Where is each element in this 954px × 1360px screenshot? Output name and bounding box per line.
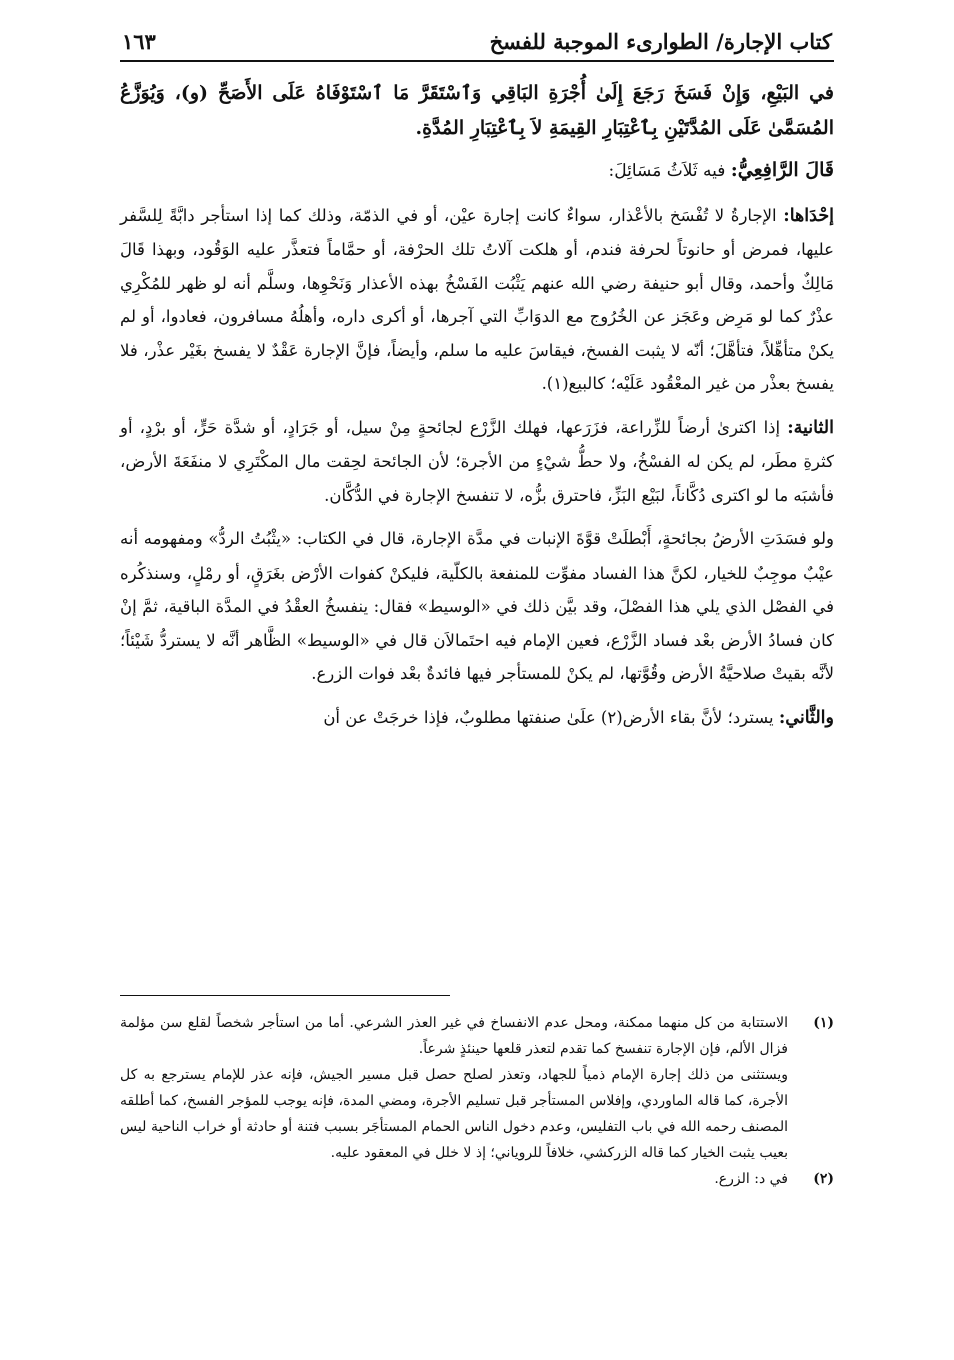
footnote-number: (٢) xyxy=(813,1171,834,1187)
footnotes xyxy=(120,1010,834,1192)
running-header xyxy=(120,28,834,62)
footnote-body xyxy=(120,1166,788,1192)
paragraph-second-issue xyxy=(120,411,834,513)
paragraph-text: إذا اكترىٰ أرضاً للزِّراعة، فزَرَعها، فهلك الزَّرْع لجائحةٍ مِنْ سيل، أو جَرَادٍ، أو شدَّة حَرٍّ، أو برْدٍ، أو كثرةِ مطَر، لم يكن له الفسْخُ، ولا حطُّ شيْءٍ من الأجرة؛ لأن الجائحة لحِقت مال المكْتَرِي لا منفَعَةَ الأرض، فأشبَه ما لو اكترى دُكَّاناً، لبَيْع البَزِّ، فاحترق بزُّه، لا تنفسخ الإجارة في الدُّكَّان. xyxy=(120,417,834,505)
page-number: ١٦٣ xyxy=(122,29,156,54)
footnote-paragraph: ويستثنى من ذلك إجارة الإمام ذمياً للجهاد، وتعذر لصلح حصل قبل مسير الجيش، فإنه عذر للإمام يسترجع به كل الأجرة، كما قاله الماوردي، وإفلاس المستأجر قبل تسليم الأجرة، ومضي المدة، فإنه يوجب للمؤجر الفسخ، كما أطلقه المصنف رحمه الله في باب التفليس، وعدم دخول الناس الحمام المستأجَر بسبب فتنة أو حادثة أو خراب الناحية ليس بعيب يثبت الخيار كما قاله الزركشي، خلافاً للروياني؛ إذ لا خلل في المعقود عليه. xyxy=(120,1067,789,1161)
paragraph-text: يسترد؛ لأنَّ بقاء الأرض(٢) علَىٰ صنفتها مطلوبٌ، فإذا خرجَتْ عن أن xyxy=(323,707,779,727)
footnote-1 xyxy=(120,1010,834,1166)
matn-text: في البَيْعِ، وَإِنْ فَسَخَ رَجَعَ إِلَىٰ أُجْرَةِ البَاقِي وَٱسْتَقَرَّ مَا ٱسْتَوْفَاهُ عَلَى الأَصَحِّ (و)، وَيُوَزَّعُ المُسَمَّىٰ عَلَى المُدَّتَيْنِ بِٱعْتِبَارِ القِيمَةِ لاَ بِٱعْتِبَارِ المُدَّةِ. xyxy=(120,82,834,139)
running-title: كتاب الإجارة/ الطوارىء الموجبة للفسخ xyxy=(489,29,832,54)
footnote-paragraph: الاستتابة من كل منهما ممكنة، ومحل عدم الانفساخ في غير العذر الشرعي. أما من استأجر شخصاً لقلع سن مؤلمة فزال الألم، فإن الإجارة تنفسخ كما تقدم لتعذر قلعها حينئذٍ شرعاً. xyxy=(120,1015,788,1057)
paragraph-lead: قَالَ الرَّافِعِيُّ: xyxy=(730,159,834,181)
book-page xyxy=(120,28,834,1340)
paragraph-first-issue xyxy=(120,199,834,401)
paragraph-lead: والثَّاني: xyxy=(778,707,834,728)
footnote-separator xyxy=(120,995,450,996)
paragraph-text: الإجارةُ لا تُفْسَخ بالأعْذار، سواءٌ كانت إجارة عيْن، أو في الذمّة، وذلك كما إذا استأجر دابَّةً لِلسَّفر عليها، فمرض أو حانوتاً لحرفة فندم، أو هلكت آلاتُ تلك الحرْفة، أو حمَّاماً فتعذَّر عليه الوَقُود، وبهذا قَالَ مَالِكٌ وأحمد، وقال أبو حنيفة رضي الله عنهم يَثْبُت الفَسْخُ بهذه الأعذار وَنَحْوِها، وسلَّم أنه لو ظهر للمُكْرِي عذْرٌ كما لو مَرِض وعَجَز عن الخُرُوج مع الدوَابِّ التي آجرها، أو أكرى داره، وأهلُهُ مسافرون، فعادوا، أو لم يكنْ متأهِّلاً، فتأهَّلَ؛ أنّه لا يثبت الفسخ، فيقاسَ عليه ما سلم، وأيضاً، فإنَّ الإجارة عَقْدٌ لا يفسخ بغَيْر عذْر، فلا يفسخ بعذْر من غير المعْقُود عَلَيْه؛ كالبيع(١). xyxy=(120,205,834,393)
footnote-2 xyxy=(120,1166,834,1192)
paragraph-lead: الثانية: xyxy=(787,417,834,438)
paragraph-land-spoiled xyxy=(120,522,834,691)
paragraph-second-view xyxy=(120,701,834,736)
footnote-number: (١) xyxy=(813,1015,834,1031)
footnote-body xyxy=(120,1010,788,1166)
paragraph-lead: إحْدَاها: xyxy=(783,205,834,226)
paragraph-rafii-intro xyxy=(120,154,834,189)
paragraph-text: فيه ثَلاَثُ مَسَائِلَ: xyxy=(608,161,731,181)
footnote-paragraph: في د: الزرع. xyxy=(714,1171,788,1187)
paragraph-text: ولو فسَدَتِ الأرضُ بجائحةٍ، أَبْطلَتْ قوَّةَ الإنبات في مدَّة الإجارة، قال في الكتاب: «يثْبُتُ الردُّ» ومفهومه أنه عيْبٌ موجِبٌ للخيار، لكنَّ هذا الفساد مفوِّت للمنفعة بالكلّية، فليكنْ كفوات الأرْض بغَرَقٍ، أو رمْلٍ، وسنذكُره في الفصْل الذي يلي هذا الفصْلَ، وقد بيَّن ذلك في «الوسيط» فقال: ينفسخُ العقْدُ في المدَّة الباقية، ثمَّ إنْ كان فسادُ الأرض بعْد فساد الزَّرْع، فعين الإمام فيه احتَمالاَن قال في «الوسيط» الظَّاهر أنَّه لا يستردُّ شَيْئاً؛ لأنَّه بقيتْ صلاحيَّةُ الأرض وقُوَّتها، لم يكنْ للمستأجر فيها فائدةٌ بعْد فوات الزرع. xyxy=(120,529,834,683)
